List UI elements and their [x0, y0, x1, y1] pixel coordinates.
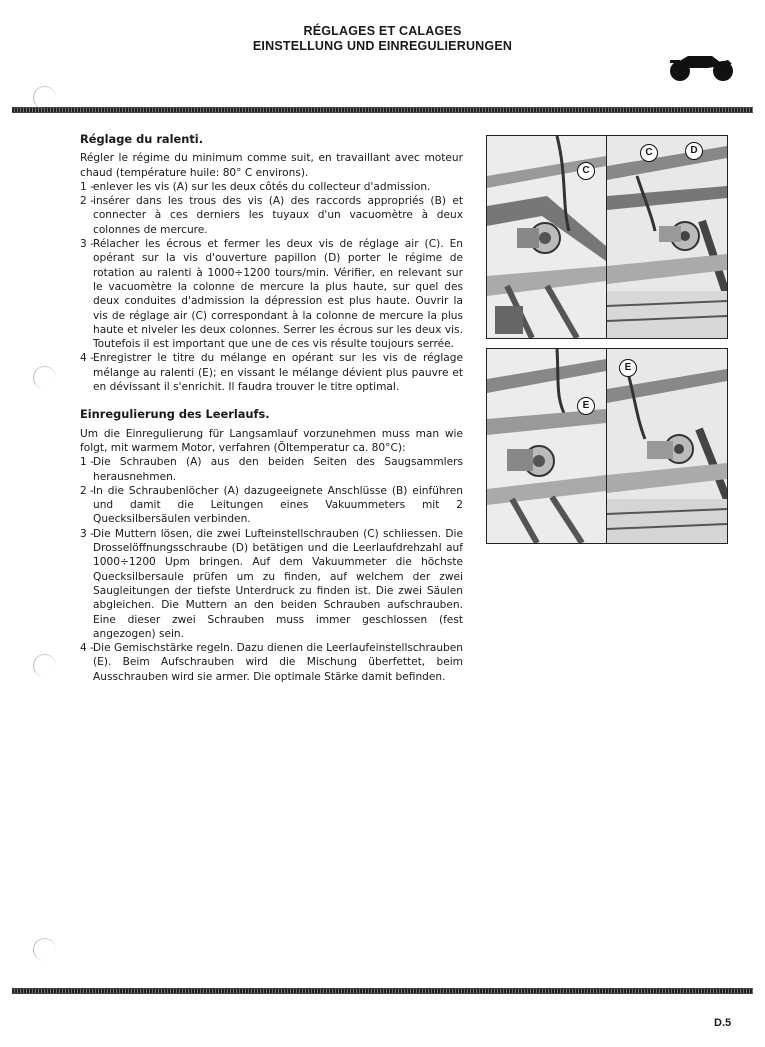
engine-photo-e-left	[486, 348, 607, 544]
engine-photo-cd	[606, 135, 728, 339]
list-item: 3 - Rélacher les écrous et fermer les deux vis de réglage air (C). En opérant sur la vis d'ouverture papillon (D) porter le régime de rotation au ralenti à 1000÷1200 tours/min. Vérifier, en relevant sur le vacuomètre la colonne de mercure la plus haute, sur quel des deux conduites d'admission la dépression est plus haute. Ouvrir la vis de réglage air (C) correspondant à la colonne de mercure la plus haute et niveler les deux colonnes. Serrer les écrous sur les deux vis. Toutefois il est important que une de ces vis résulte toujours serrée.	[80, 238, 463, 351]
punch-hole	[33, 366, 56, 389]
footer-rule	[12, 988, 753, 994]
punch-hole	[33, 938, 56, 961]
callout-label: C	[577, 162, 595, 180]
callout-label: E	[577, 397, 595, 415]
callout-label: E	[619, 359, 637, 377]
callout-label: C	[640, 144, 658, 162]
steps-de	[80, 455, 463, 684]
header-title-fr: RÉGLAGES ET CALAGES	[303, 24, 462, 38]
section-heading-de: Einregulierung des Leerlaufs.	[80, 407, 270, 422]
body-text	[80, 132, 463, 684]
list-item: 2 - insérer dans les trous des vis (A) des raccords appropriés (B) et connecter à ces derniers les tuyaux d'un vacuomètre à deux colonnes de mercure.	[80, 195, 463, 236]
intro-fr: Régler le régime du minimum comme suit, en travaillant avec moteur chaud (température huile: 80° C environs).	[80, 152, 463, 179]
header-rule	[12, 107, 753, 113]
punch-hole	[33, 86, 56, 109]
engine-photo-c	[486, 135, 607, 339]
list-item: 1 - enlever les vis (A) sur les deux côtés du collecteur d'admission.	[80, 180, 431, 193]
list-item: 4 - Enregistrer le titre du mélange en opérant sur les vis de réglage mélange au ralenti (E); en vissant le mélange dévient plus pauvre et en dévissant il s'enrichit. Il faudra trouver le titre optimal.	[80, 352, 463, 394]
intro-de: Um die Einregulierung für Langsamlauf vorzunehmen muss man wie folgt, mit warmem Motor, verfahren (Öltemperatur ca. 80°C):	[80, 427, 463, 454]
steps-fr	[80, 180, 463, 394]
list-item: 2 - In die Schraubenlöcher (A) dazugeeignete Anschlüsse (B) einführen und damit die Leitungen eines Vakuummeters mit 2 Quecksilbersäulen verbinden.	[80, 484, 463, 526]
motorcycle-logo-icon	[668, 50, 736, 82]
section-heading-fr: Réglage du ralenti.	[80, 132, 204, 146]
list-item: 4 - Die Gemischstärke regeln. Dazu dienen die Leerlaufeinstellschrauben (E). Beim Aufschrauben wird die Mischung überfettet, beim Ausschrauben wird sie armer. Die optimale Stärke damit befinden.	[80, 642, 463, 683]
list-item: 3 - Die Muttern lösen, die zwei Lufteinstellschrauben (C) schliessen. Die Drosselöffnungsschraube (D) betätigen und die Leerlaufdrehzahl auf 1000÷1200 Upm bringen. Auf dem Vakuummeter die höchste Quecksilbersaule prüfen um zu finden, auf welchem der zwei Saugleitungen der tiefste Unterdruck zu finden ist. Die zwei Säulen abgleichen. Die Muttern an den beiden Schrauben aufschrauben. Eine dieser zwei Schrauben muss immer geschlossen (fest angezogen) sein.	[80, 527, 463, 640]
page-number: D.5	[714, 1017, 732, 1029]
list-item: 1 - Die Schrauben (A) aus den beiden Seiten des Saugsammlers herausnehmen.	[80, 456, 463, 483]
header-title-de: EINSTELLUNG UND EINREGULIERUNGEN	[252, 39, 513, 53]
callout-label: D	[685, 142, 703, 160]
punch-hole	[33, 654, 56, 677]
engine-photo-e-right	[606, 348, 728, 544]
